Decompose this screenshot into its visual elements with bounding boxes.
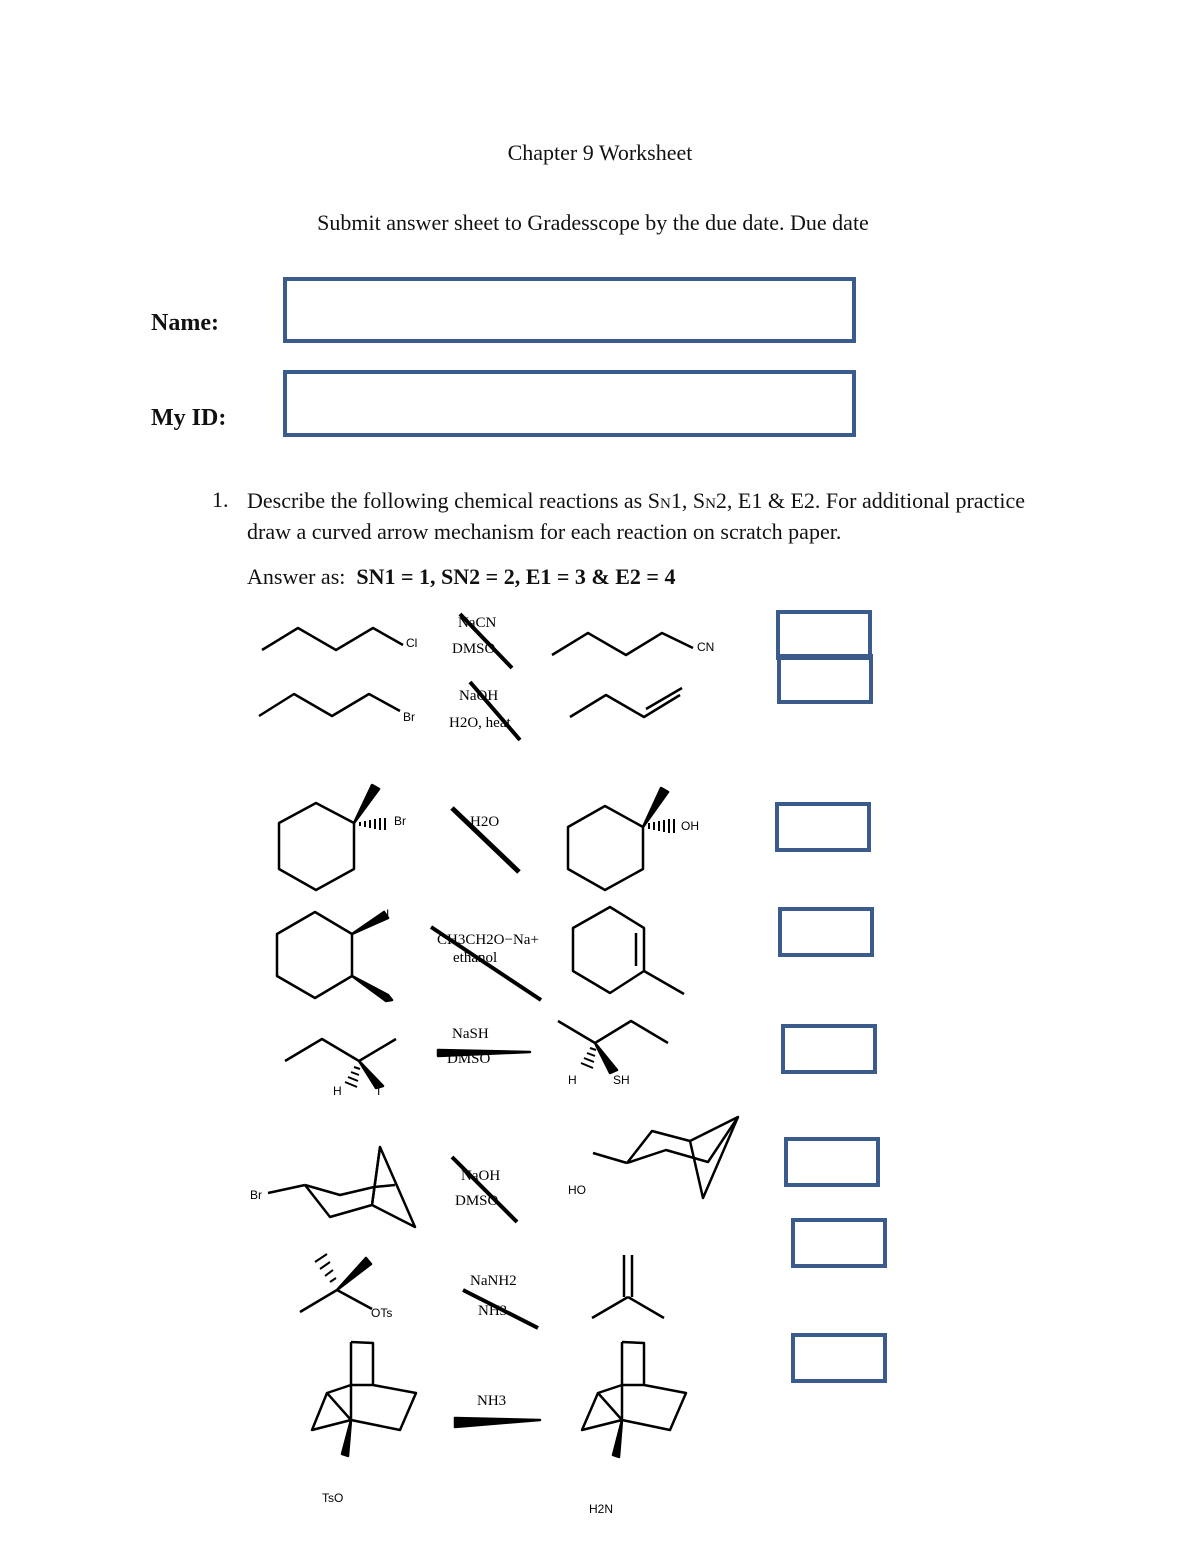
rxn7-product-bond-2	[628, 1297, 664, 1318]
rxn3-substrate-wedge	[354, 785, 379, 823]
rxn7-substrate-label: OTs	[371, 1306, 393, 1320]
rxn7-substrate-hash	[315, 1254, 336, 1282]
id-label: My ID:	[151, 405, 227, 431]
rxn7-product-bond-1	[592, 1297, 628, 1318]
rxn5-reagent-1: NaSH	[452, 1026, 489, 1042]
rxn6-substrate-br-bond	[268, 1185, 305, 1193]
rxn2-reagent-1: NaOH	[459, 688, 499, 704]
rxn8-substrate-wedge	[342, 1420, 351, 1456]
question-text-part3: 2, E1 & E2. For additional practice draw a curved arrow mechanism for each reaction on scratch paper.	[247, 488, 1026, 544]
rxn5-substrate-h-label: H	[333, 1084, 342, 1098]
rxn1-substrate-label: Cl	[406, 636, 418, 650]
subscript-n-2: N	[705, 496, 716, 512]
answer-key: SN1 = 1, SN2 = 2, E1 = 3 & E2 = 4	[356, 564, 676, 589]
rxn4-product-ring	[573, 907, 644, 993]
rxn5-product-wedge	[595, 1043, 617, 1073]
rxn3-substrate-label: Br	[394, 814, 406, 828]
rxn6-substrate-ring-b	[305, 1185, 395, 1195]
rxn6-reagent-1: NaOH	[461, 1168, 501, 1184]
rxn8-product-label: H2N	[589, 1502, 614, 1516]
submission-instructions: Submit answer sheet to Gradesscope by the due date. Due date	[317, 210, 869, 235]
rxn5-product-hash	[581, 1048, 596, 1068]
rxn6-reagent-2: DMSO	[455, 1193, 499, 1209]
rxn6-substrate-bridge	[372, 1147, 380, 1205]
rxn8-product-cage	[598, 1342, 686, 1430]
rxn5-substrate-label: I	[377, 1084, 381, 1098]
rxn8-substrate-cage	[327, 1342, 416, 1430]
rxn2-substrate-label: Br	[403, 710, 415, 724]
rxn2-reagent-2: H2O, heat	[449, 715, 511, 731]
rxn3-product-label: OH	[681, 819, 699, 833]
rxn3-product-ring	[568, 806, 643, 890]
rxn4-reagent-1: CH3CH2O−Na+	[437, 932, 539, 948]
rxn1-substrate-chain	[262, 628, 403, 650]
rxn5-substrate-chain	[285, 1039, 396, 1061]
rxn7-reagent-2: NH3	[478, 1303, 508, 1319]
rxn3-reagent-1: H2O	[470, 814, 500, 830]
rxn2-substrate-chain	[259, 694, 400, 716]
rxn4-substrate-wedge-i	[352, 912, 388, 934]
rxn1-product-label: CN	[697, 640, 715, 654]
rxn7-substrate-bond-2	[337, 1290, 372, 1309]
rxn8-product-wedge	[613, 1420, 622, 1457]
rxn4-product-methyl	[644, 971, 684, 994]
rxn6-product-ho-bond	[593, 1153, 627, 1163]
rxn7-substrate-wedge	[337, 1258, 371, 1290]
rxn8-substrate-label: TsO	[322, 1491, 344, 1505]
rxn4-substrate-ring	[277, 912, 352, 998]
rxn1-product-chain	[552, 633, 693, 655]
rxn3-substrate-ring	[279, 803, 354, 890]
rxn3-product-hash	[649, 819, 674, 833]
rxn6-product-label: HO	[568, 1183, 586, 1197]
rxn1-reagent-2: DMSO	[452, 641, 496, 657]
question-number: 1.	[212, 487, 229, 512]
rxn4-substrate-wedge-me	[352, 976, 392, 1001]
rxn7-substrate-bond-1	[300, 1290, 337, 1312]
rxn7-reagent-1: NaNH2	[470, 1273, 517, 1289]
rxn5-product-h-label: H	[568, 1073, 577, 1087]
rxn6-arrow	[452, 1157, 517, 1222]
rxn3-substrate-hash	[360, 818, 385, 830]
question-text-part1: Describe the following chemical reactions as S	[247, 488, 660, 513]
subscript-n-1: N	[659, 496, 671, 512]
rxn5-product-chain	[558, 1021, 668, 1043]
rxn6-substrate-ring	[305, 1147, 415, 1227]
reaction-6	[268, 1117, 738, 1227]
rxn4-substrate-label: I	[386, 907, 390, 921]
worksheet-title: Chapter 9 Worksheet	[507, 140, 693, 165]
rxn5-reagent-2: DMSO	[447, 1051, 491, 1067]
rxn8-reagent-1: NH3	[477, 1393, 507, 1409]
rxn5-substrate-hash	[345, 1067, 360, 1087]
question-text-part2: 1, S	[670, 488, 706, 513]
rxn1-reagent-1: NaCN	[458, 615, 497, 631]
reaction-3	[279, 785, 674, 890]
name-label: Name:	[151, 310, 219, 336]
rxn5-product-label: SH	[613, 1073, 630, 1087]
rxn8-arrow	[455, 1418, 540, 1427]
answer-prefix: Answer as:	[247, 564, 346, 589]
rxn6-substrate-label: Br	[250, 1188, 262, 1202]
rxn4-reagent-2: ethanol	[453, 950, 498, 966]
